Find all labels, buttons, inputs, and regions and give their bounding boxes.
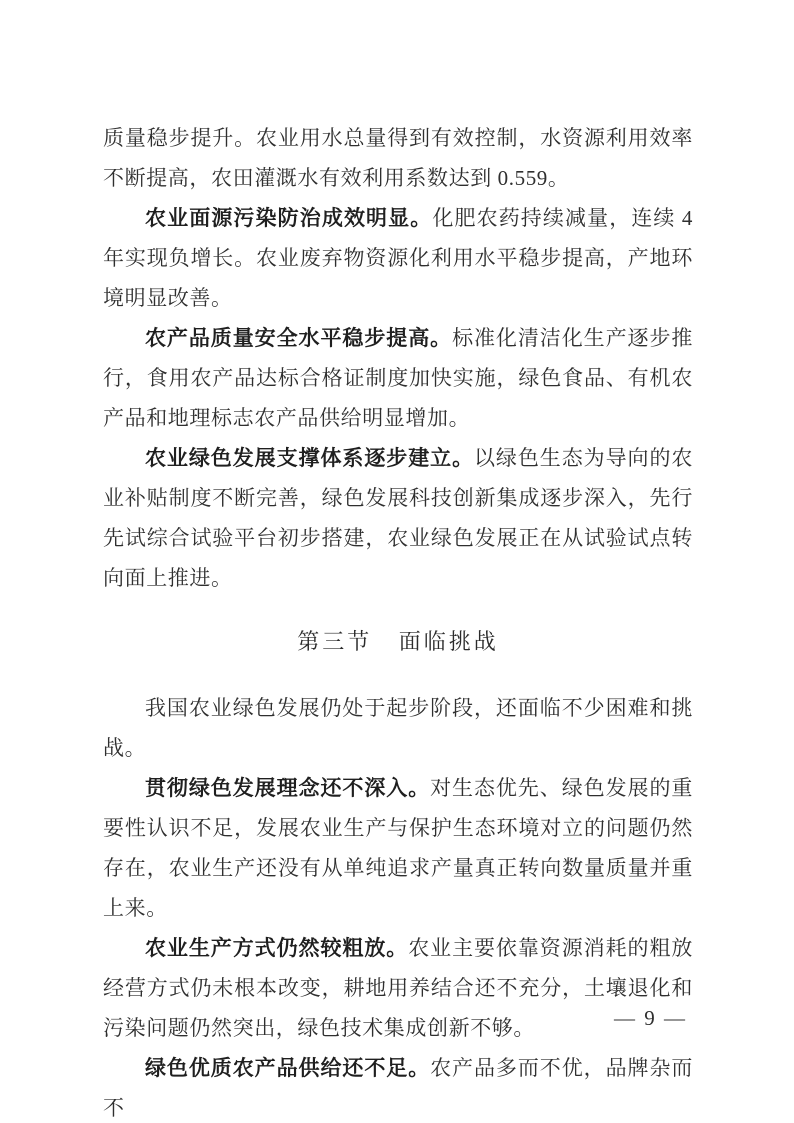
paragraph: [103, 1048, 693, 1123]
paragraph-lead: 农产品质量安全水平稳步提高。: [145, 326, 453, 350]
paragraph-text: 质量稳步提升。农业用水总量得到有效控制，水资源利用效率不断提高，农田灌溉水有效利用系数达到 0.559。: [103, 126, 693, 190]
paragraph: [103, 318, 693, 438]
paragraph-text: 以绿色生态为导向的农业补贴制度不断完善，绿色发展科技创新集成逐步深入，先行先试综合试验平台初步搭建，农业绿色发展正在从试验试点转向面上推进。: [103, 446, 693, 590]
section-title: 面临挑战: [398, 629, 499, 654]
paragraph-text: 标准化清洁化生产逐步推行，食用农产品达标合格证制度加快实施，绿色食品、有机农产品和地理标志农产品供给明显增加。: [103, 326, 693, 430]
paragraph-text: 农产品多而不优，品牌杂而不: [103, 1056, 693, 1120]
paragraph-text: 对生态优先、绿色发展的重要性认识不足，发展农业生产与保护生态环境对立的问题仍然存在，农业生产还没有从单纯追求产量真正转向数量质量并重上来。: [103, 776, 693, 920]
paragraph-text: 我国农业绿色发展仍处于起步阶段，还面临不少困难和挑战。: [103, 696, 693, 760]
paragraph: [103, 768, 693, 928]
paragraph: [103, 688, 693, 768]
page-number: — 9 —: [614, 1006, 687, 1030]
paragraph-text: 农业主要依靠资源消耗的粗放经营方式仍未根本改变，耕地用养结合还不充分，土壤退化和污染问题仍然突出，绿色技术集成创新不够。: [103, 936, 693, 1040]
section-number: 第三节: [297, 629, 373, 654]
paragraph: [103, 118, 693, 198]
paragraph: [103, 198, 693, 318]
paragraph-lead: 农业绿色发展支撑体系逐步建立。: [145, 446, 474, 470]
paragraph-lead: 农业面源污染防治成效明显。: [145, 206, 433, 230]
paragraph: [103, 438, 693, 598]
paragraph-lead: 绿色优质农产品供给还不足。: [145, 1056, 431, 1080]
paragraph-lead: 贯彻绿色发展理念还不深入。: [145, 776, 431, 800]
paragraph-lead: 农业生产方式仍然较粗放。: [145, 936, 409, 960]
section-heading: [103, 622, 693, 662]
page-body: [103, 118, 693, 1123]
paragraph-text: 化肥农药持续减量，连续 4 年实现负增长。农业废弃物资源化利用水平稳步提高，产地环境明显改善。: [103, 206, 693, 310]
